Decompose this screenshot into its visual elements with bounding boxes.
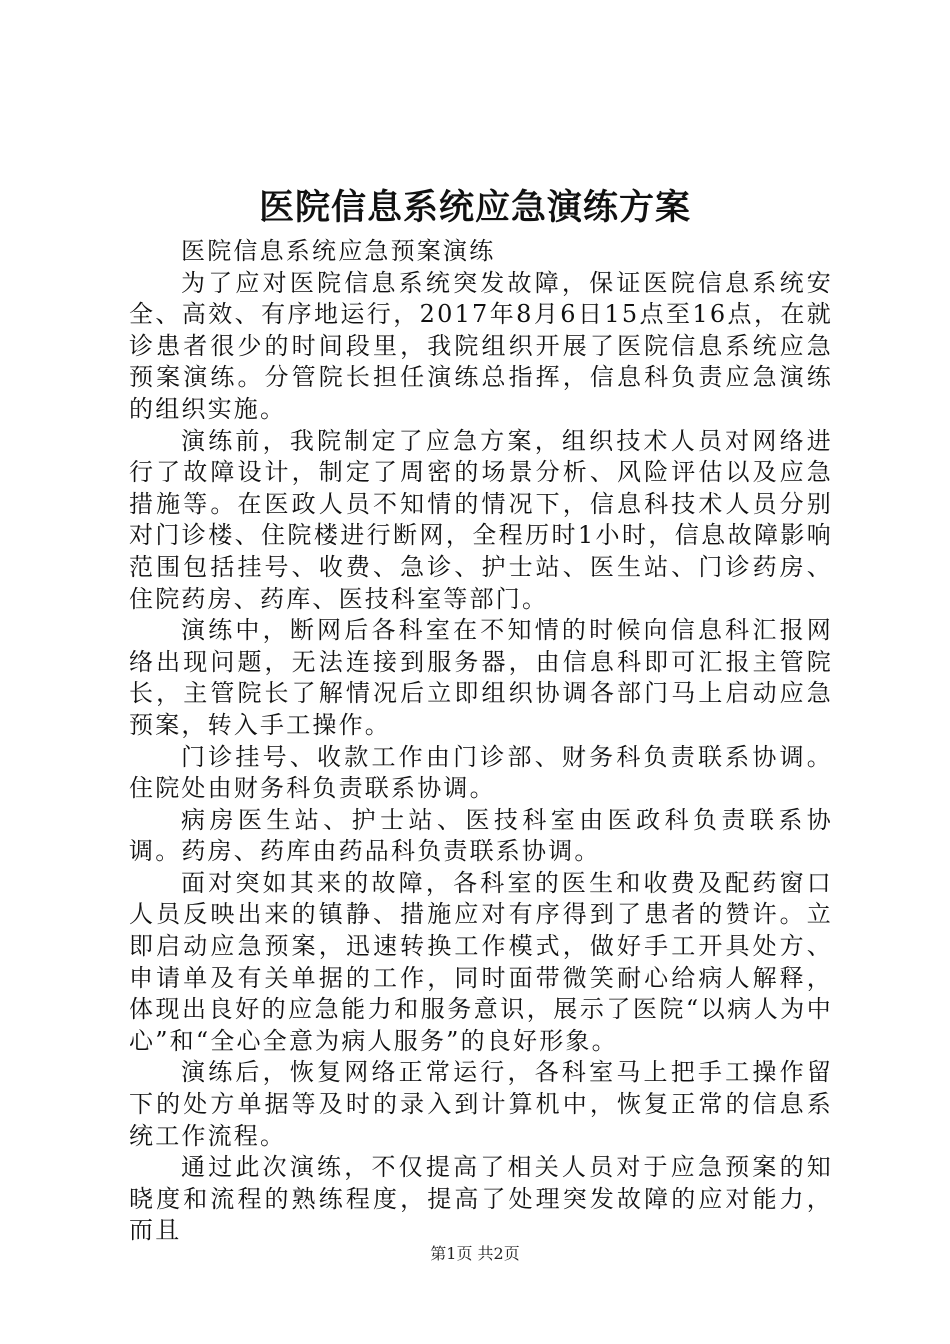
paragraph: 通过此次演练，不仅提高了相关人员对于应急预案的知晓度和流程的熟练程度，提高了处理突发故障的应对能力，而且 bbox=[129, 1153, 833, 1245]
page-number-footer: 第1页 共2页 bbox=[430, 1244, 520, 1263]
paragraph: 演练后，恢复网络正常运行，各科室马上把手工操作留下的处方单据等及时的录入到计算机中，恢复正常的信息系统工作流程。 bbox=[129, 1058, 833, 1150]
paragraph: 门诊挂号、收款工作由门诊部、财务科负责联系协调。住院处由财务科负责联系协调。 bbox=[129, 742, 833, 803]
paragraph: 演练前，我院制定了应急方案，组织技术人员对网络进行了故障设计，制定了周密的场景分析、风险评估以及应急措施等。在医政人员不知情的情况下，信息科技术人员分别对门诊楼、住院楼进行断网，全程历时1小时，信息故障影响范围包括挂号、收费、急诊、护士站、医生站、门诊药房、住院药房、药库、医技科室等部门。 bbox=[129, 426, 833, 613]
paragraph: 面对突如其来的故障，各科室的医生和收费及配药窗口人员反映出来的镇静、措施应对有序得到了患者的赞许。立即启动应急预案，迅速转换工作模式，做好手工开具处方、申请单及有关单据的工作，同时面带微笑耐心给病人解释，体现出良好的应急能力和服务意识，展示了医院“以病人为中心”和“全心全意为病人服务”的良好形象。 bbox=[129, 868, 833, 1055]
paragraph: 病房医生站、护士站、医技科室由医政科负责联系协调。药房、药库由药品科负责联系协调。 bbox=[129, 805, 833, 866]
document-body bbox=[129, 236, 833, 1247]
paragraph: 演练中，断网后各科室在不知情的时候向信息科汇报网络出现问题，无法连接到服务器，由信息科即可汇报主管院长，主管院长了解情况后立即组织协调各部门马上启动应急预案，转入手工操作。 bbox=[129, 616, 833, 739]
paragraph: 为了应对医院信息系统突发故障，保证医院信息系统安全、高效、有序地运行，2017年8月6日15点至16点，在就诊患者很少的时间段里，我院组织开展了医院信息系统应急预案演练。分管院长担任演练总指挥，信息科负责应急演练的组织实施。 bbox=[129, 268, 833, 423]
paragraph-subtitle: 医院信息系统应急预案演练 bbox=[181, 237, 496, 265]
document-title: 医院信息系统应急演练方案 bbox=[258, 187, 691, 228]
